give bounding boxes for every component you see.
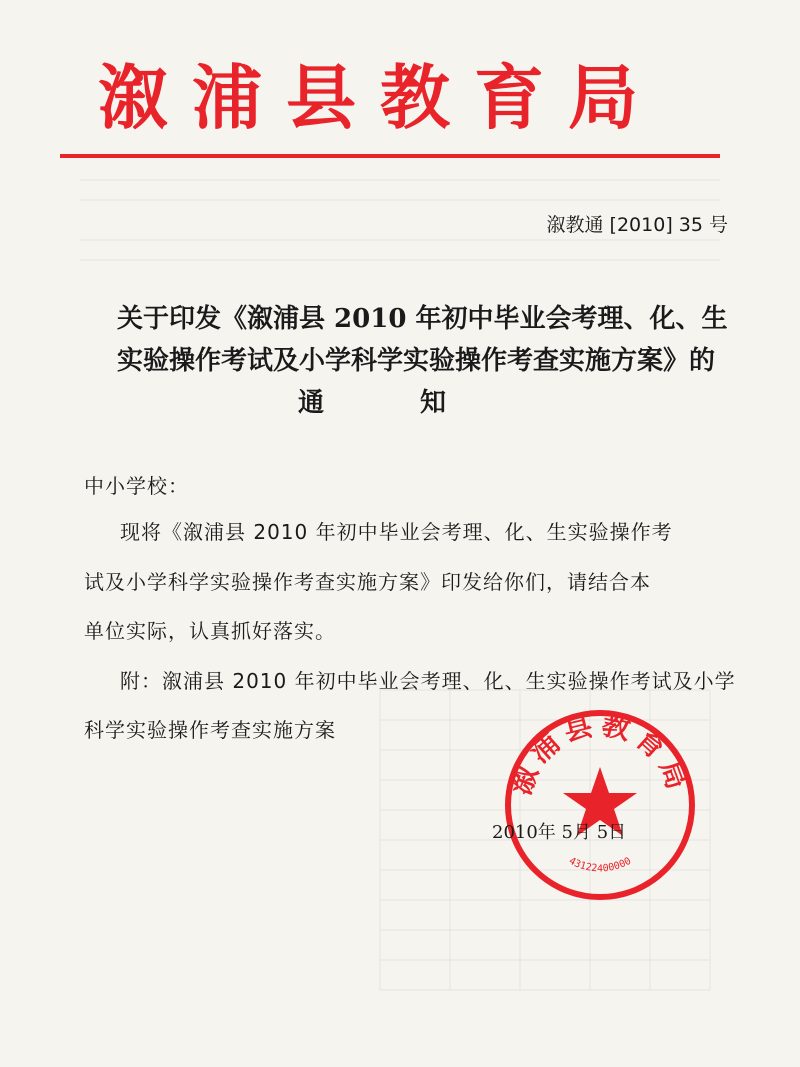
document-title-line-3: 通知 [297, 388, 542, 418]
official-seal [500, 705, 700, 905]
paragraph-line-3: 单位实际，认真抓好落实。 [84, 619, 336, 643]
salutation: 中小学校： [84, 474, 189, 498]
attachment-line-1: 附：溆浦县 2010 年初中毕业会考理、化、生实验操作考试及小学 [120, 669, 736, 693]
attachment-line-2: 科学实验操作考查实施方案 [84, 718, 336, 742]
paragraph-line-1: 现将《溆浦县 2010 年初中毕业会考理、化、生实验操作考 [120, 520, 673, 544]
paragraph-line-2: 试及小学科学实验操作考查实施方案》印发给你们，请结合本 [84, 570, 651, 594]
seal-code: 43122400000 [566, 855, 634, 875]
letterhead-title: 溆浦县教育局 [98, 57, 662, 139]
document-title-line-2: 实验操作考试及小学科学实验操作考查实施方案》的 [117, 346, 716, 376]
seal-text: 溆浦县教育局 [504, 707, 696, 800]
signature-date: 2010年 5月 5日 [492, 822, 627, 843]
letterhead-rule [60, 154, 720, 158]
document-number: 溆教通 [2010] 35 号 [546, 214, 728, 236]
document-title-line-1: 关于印发《溆浦县 2010 年初中毕业会考理、化、生 [117, 304, 728, 334]
